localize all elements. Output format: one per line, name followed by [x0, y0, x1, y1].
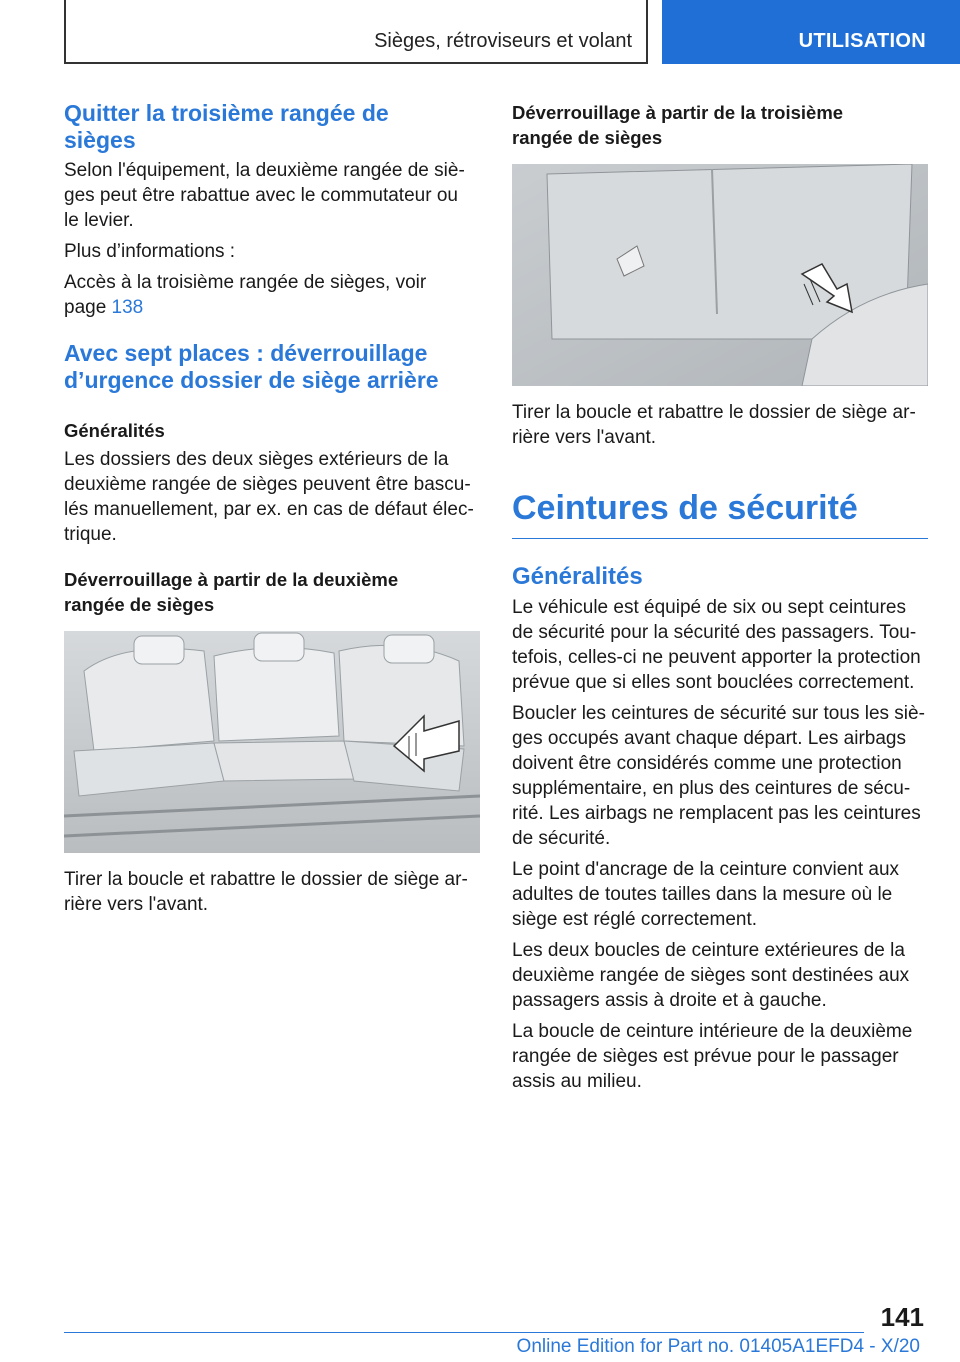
section-title: Sièges, rétroviseurs et volant	[374, 30, 632, 52]
footer-edition: Online Edition for Part no. 01405A1EFD4 - X/20	[516, 1336, 920, 1357]
chapter-tab[interactable]	[662, 0, 960, 64]
subheading-troisieme-rangee: Déverrouillage à partir de la troisième rangée de sièges	[512, 102, 844, 148]
left-column	[64, 100, 480, 917]
paragraph-ceintures-3: Le point d'ancrage de la ceinture convient aux adultes de toutes tailles dans la mesure où le siège est réglé correctement.	[512, 859, 900, 930]
paragraph-dossiers: Les dossiers des deux sièges extérieurs de la deuxième rangée de sièges peuvent être bascu- lés manuellement, par ex. en cas de défaut élec- trique.	[64, 449, 474, 545]
chapter-tab-label: UTILISATION	[798, 30, 926, 52]
section-title-ceintures: Ceintures de sécurité	[512, 488, 928, 539]
caption-right: Tirer la boucle et rabattre le dossier de siège ar- rière vers l'avant.	[512, 402, 916, 448]
page-number: 141	[880, 1302, 924, 1332]
paragraph-ceintures-5: La boucle de ceinture intérieure de la deuxième rangée de sièges est prévue pour le passager assis au milieu.	[512, 1021, 913, 1092]
subheading-generalites: Généralités	[64, 420, 165, 441]
footer-divider	[64, 1332, 864, 1333]
heading-generalites-ceintures: Généralités	[512, 563, 643, 590]
paragraph-acces: Accès à la troisième rangée de sièges, voir page 138	[64, 272, 427, 318]
subheading-deuxieme-rangee: Déverrouillage à partir de la deuxième rangée de sièges	[64, 569, 399, 615]
caption-left: Tirer la boucle et rabattre le dossier de siège ar- rière vers l'avant.	[64, 869, 468, 915]
paragraph-ceintures-4: Les deux boucles de ceinture extérieures de la deuxième rangée de sièges sont destinées aux passagers assis à droite et à gauche.	[512, 940, 910, 1011]
figure-third-row-seats	[512, 164, 928, 386]
header-section-box	[64, 0, 648, 64]
heading-quitter: Quitter la troisième rangée de sièges	[64, 100, 389, 153]
right-column	[512, 100, 928, 1094]
paragraph-equipement: Selon l'équipement, la deuxième rangée de siè- ges peut être rabattue avec le commutateur ou le levier.	[64, 160, 465, 231]
paragraph-plus-info: Plus d’informations :	[64, 241, 236, 262]
paragraph-ceintures-1: Le véhicule est équipé de six ou sept ceintures de sécurité pour la sécurité des passagers. Tou- tefois, celles-ci ne peuvent apporter la protection prévue que si elles sont bouclées correctement.	[512, 597, 921, 693]
heading-deverrouillage-urgence: Avec sept places : déverrouillage d’urgence dossier de siège arrière	[64, 340, 439, 393]
paragraph-ceintures-2: Boucler les ceintures de sécurité sur tous les siè- ges occupés avant chaque départ. Les airbags doivent être considérés comme une protection supplémentaire, en plus des ceintures de sécu- rité. Les airbags ne remplacent pas les ceintures de sécurité.	[512, 703, 925, 849]
figure-second-row-seats	[64, 631, 480, 853]
page-link-138[interactable]: 138	[111, 297, 144, 318]
